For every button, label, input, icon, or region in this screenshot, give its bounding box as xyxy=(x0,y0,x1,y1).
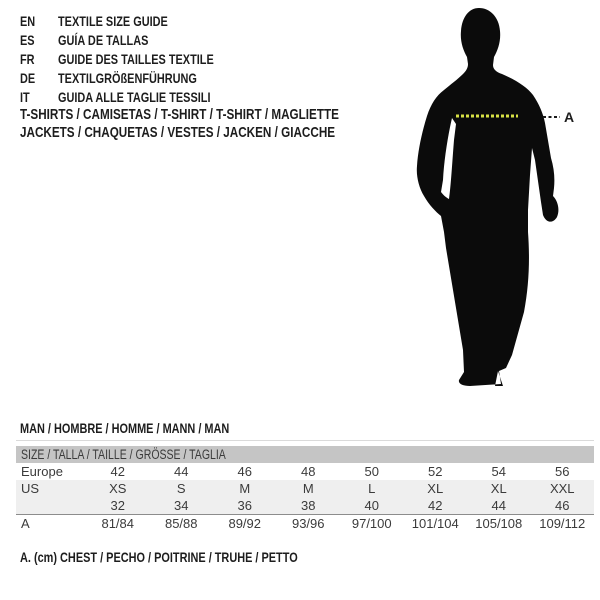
man-silhouette-shape xyxy=(417,8,559,386)
row-label xyxy=(16,497,86,514)
size-value: 105/108 xyxy=(475,516,523,531)
size-value: 34 xyxy=(174,498,189,513)
size-value: 38 xyxy=(301,498,316,513)
size-value: XL xyxy=(427,481,444,496)
size-value: 40 xyxy=(364,498,379,513)
size-value: 44 xyxy=(491,498,506,513)
language-code: EN xyxy=(20,13,36,29)
table-header: SIZE / TALLA / TAILLE / GRÖSSE / TAGLIA xyxy=(16,446,594,463)
size-value: 109/112 xyxy=(539,516,586,531)
size-value: M xyxy=(239,481,251,496)
table-row-europe xyxy=(16,463,594,480)
size-value: 50 xyxy=(364,464,379,479)
size-value: XL xyxy=(490,481,507,496)
size-value: 97/100 xyxy=(351,516,392,531)
table-top-rule xyxy=(16,440,594,441)
language-label: GUÍA DE TALLAS xyxy=(58,32,149,48)
language-code: IT xyxy=(20,89,30,105)
language-code: ES xyxy=(20,32,35,48)
language-label: TEXTILGRÖßENFÜHRUNG xyxy=(58,70,197,86)
table-row-numeric xyxy=(16,497,594,514)
size-value: L xyxy=(368,481,376,496)
size-value: 42 xyxy=(110,464,125,479)
size-value: 44 xyxy=(174,464,189,479)
language-label: TEXTILE SIZE GUIDE xyxy=(58,13,168,29)
size-value: 93/96 xyxy=(291,516,325,531)
measurement-footnote: A. (cm) CHEST / PECHO / POITRINE / TRUHE / PETTO xyxy=(20,549,298,565)
size-value: 42 xyxy=(428,498,443,513)
product-line-tshirts: T-SHIRTS / CAMISETAS / T-SHIRT / T-SHIRT / MAGLIETTE xyxy=(20,106,339,123)
size-table xyxy=(16,440,594,532)
size-value: 46 xyxy=(555,498,570,513)
row-label: Europe xyxy=(21,464,63,479)
table-row-chest-a xyxy=(16,514,594,532)
measure-label-a: A xyxy=(564,109,575,125)
size-value: 56 xyxy=(555,464,570,479)
size-value: XS xyxy=(109,481,127,496)
size-value: M xyxy=(302,481,314,496)
language-label: GUIDE DES TAILLES TEXTILE xyxy=(58,51,214,67)
product-line-jackets: JACKETS / CHAQUETAS / VESTES / JACKEN / GIACCHE xyxy=(20,124,336,141)
size-value: 89/92 xyxy=(228,516,262,531)
size-value: XXL xyxy=(549,481,575,496)
size-value: 81/84 xyxy=(101,516,135,531)
size-value: 48 xyxy=(301,464,316,479)
language-label: GUIDA ALLE TAGLIE TESSILI xyxy=(58,89,211,105)
size-value: 32 xyxy=(110,498,125,513)
size-value: S xyxy=(176,481,186,496)
size-value: 36 xyxy=(237,498,252,513)
size-value: 54 xyxy=(491,464,506,479)
size-value: 101/104 xyxy=(411,516,459,531)
language-code: DE xyxy=(20,70,36,86)
table-row-us xyxy=(16,480,594,497)
section-title: MAN / HOMBRE / HOMME / MANN / MAN xyxy=(20,420,230,436)
row-label: US xyxy=(21,481,40,496)
size-value: 46 xyxy=(237,464,252,479)
size-value: 52 xyxy=(428,464,443,479)
size-value: 85/88 xyxy=(164,516,198,531)
language-code: FR xyxy=(20,51,35,67)
row-label: A xyxy=(21,516,30,531)
